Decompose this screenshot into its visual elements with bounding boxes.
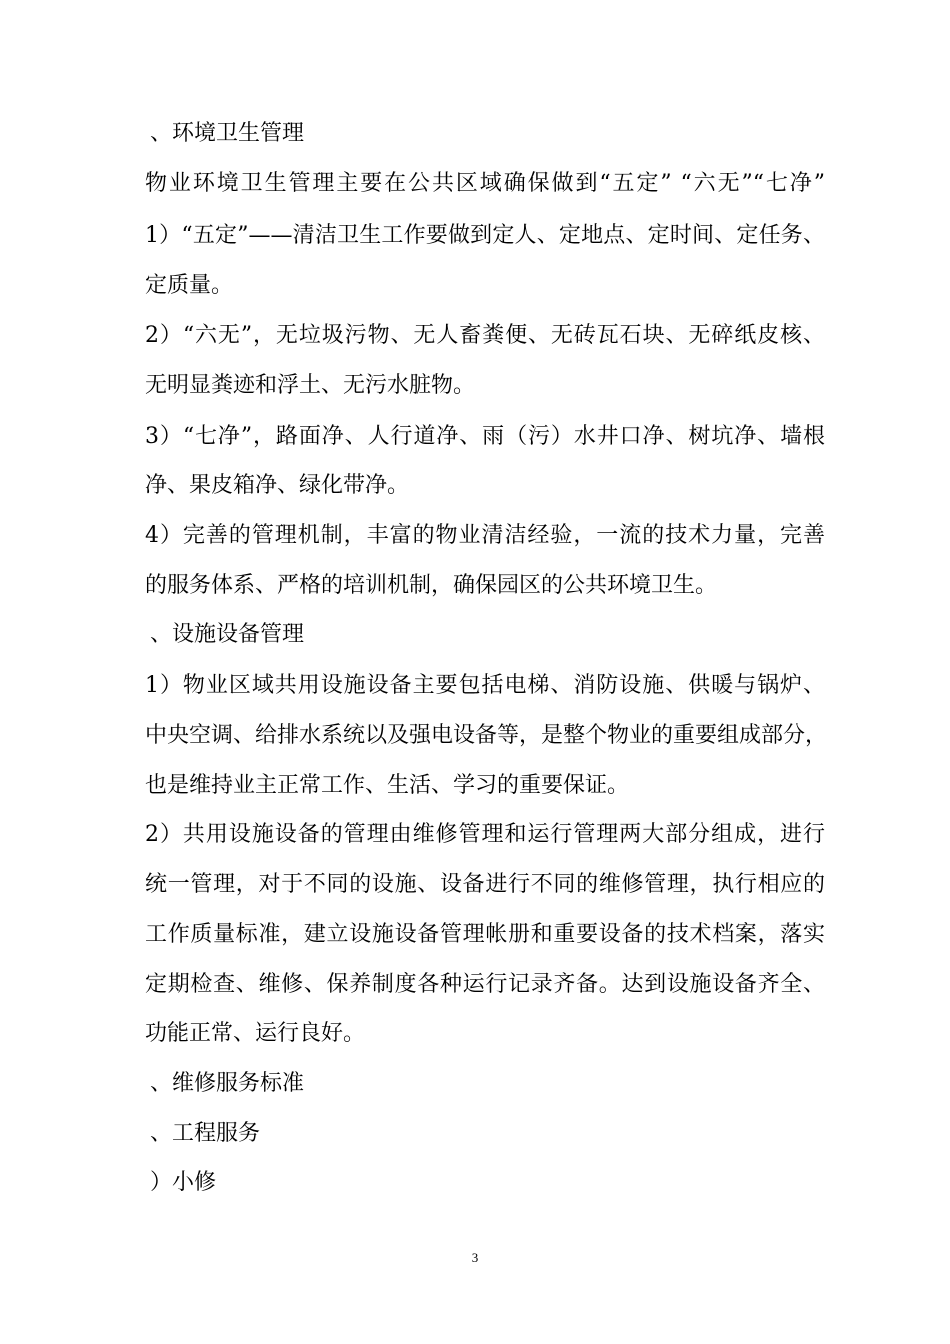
paragraph-line: 2）“六无”，无垃圾污物、无人畜粪便、无砖瓦石块、无碎纸皮核、 (145, 323, 825, 348)
paragraph-line: 物业环境卫生管理主要在公共区域确保做到“五定” “六无”“七净” (145, 171, 825, 196)
paragraph-line: 4）完善的管理机制，丰富的物业清洁经验，一流的技术力量，完善 (145, 523, 825, 548)
section-heading-minor-repairs: ）小修 (150, 1170, 217, 1195)
paragraph-line: 也是维持业主正常工作、生活、学习的重要保证。 (145, 773, 630, 798)
section-heading-environment-hygiene: 、环境卫生管理 (150, 121, 305, 146)
paragraph-line: 工作质量标准，建立设施设备管理帐册和重要设备的技术档案，落实 (145, 922, 825, 947)
paragraph-line: 的服务体系、严格的培训机制，确保园区的公共环境卫生。 (145, 573, 718, 598)
section-heading-maintenance-standards: 、维修服务标准 (150, 1071, 305, 1096)
paragraph-line: 功能正常、运行良好。 (145, 1021, 366, 1046)
paragraph-line: 无明显粪迹和浮土、无污水脏物。 (145, 373, 476, 398)
paragraph-line: 1）物业区域共用设施设备主要包括电梯、消防设施、供暖与锅炉、 (145, 673, 825, 698)
paragraph-line: 统一管理，对于不同的设施、设备进行不同的维修管理，执行相应的 (145, 872, 825, 897)
paragraph-line: 定期检查、维修、保养制度各种运行记录齐备。达到设施设备齐全、 (145, 972, 825, 997)
paragraph-line: 1）“五定”——清洁卫生工作要做到定人、定地点、定时间、定任务、 (145, 223, 825, 248)
paragraph-line: 中央空调、给排水系统以及强电设备等，是整个物业的重要组成部分， (145, 723, 828, 748)
section-heading-engineering-service: 、工程服务 (150, 1121, 261, 1146)
section-heading-facilities-management: 、设施设备管理 (150, 622, 305, 647)
page-number: 3 (471, 1250, 479, 1265)
paragraph-line: 定质量。 (145, 273, 234, 298)
paragraph-line: 净、果皮箱净、绿化带净。 (145, 473, 410, 498)
paragraph-line: 3）“七净”，路面净、人行道净、雨（污）水井口净、树坑净、墙根 (145, 424, 825, 449)
paragraph-line: 2）共用设施设备的管理由维修管理和运行管理两大部分组成，进行 (145, 822, 825, 847)
